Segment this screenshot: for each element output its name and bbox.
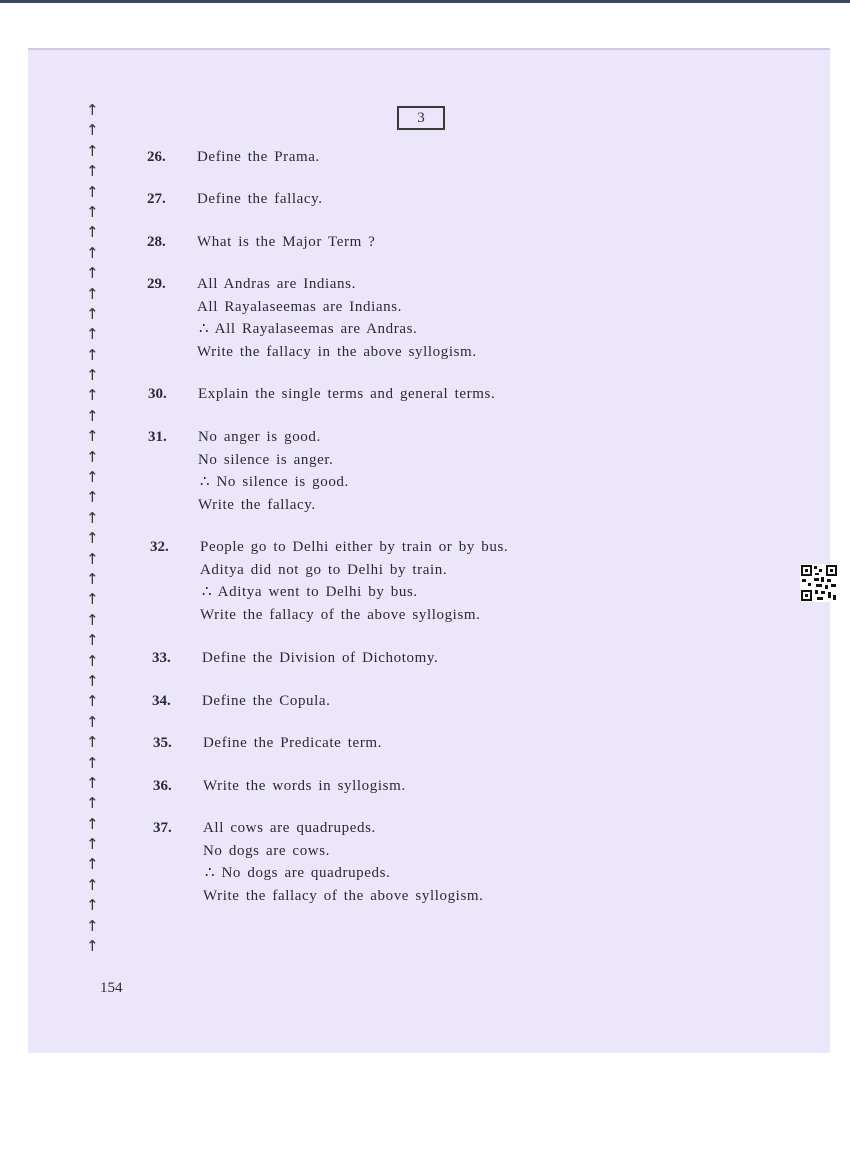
margin-arrow-column	[86, 100, 100, 956]
premise-line: No silence is anger.	[198, 451, 334, 468]
up-arrow-icon: ↑	[86, 753, 99, 772]
question-text: Write the words in syllogism.	[203, 778, 406, 794]
up-arrow-icon: ↑	[86, 406, 99, 425]
up-arrow-icon: ↑	[86, 773, 99, 792]
scan-top-edge	[0, 0, 850, 3]
up-arrow-icon: ↑	[86, 366, 99, 385]
question-number: 37.	[153, 820, 172, 836]
up-arrow-icon: ↑	[86, 508, 99, 527]
premise-line: Aditya did not go to Delhi by train.	[200, 561, 448, 578]
up-arrow-icon: ↑	[86, 549, 99, 568]
premise-line: No dogs are cows.	[203, 842, 331, 859]
question-text: Define the fallacy.	[197, 191, 323, 207]
premise-line: All Rayalaseemas are Indians.	[197, 298, 402, 315]
question-number: 26.	[147, 149, 166, 165]
question-text: Explain the single terms and general terms.	[198, 386, 496, 402]
question-number: 33.	[152, 650, 171, 666]
up-arrow-icon: ↑	[86, 610, 99, 629]
question-number: 30.	[148, 386, 167, 402]
up-arrow-icon: ↑	[86, 447, 99, 466]
up-arrow-icon: ↑	[86, 875, 99, 894]
question-number: 35.	[153, 735, 172, 751]
up-arrow-icon: ↑	[86, 692, 99, 711]
up-arrow-icon: ↑	[86, 202, 99, 221]
up-arrow-icon: ↑	[86, 794, 99, 813]
conclusion-line: ∴ Aditya went to Delhi by bus.	[202, 584, 418, 600]
up-arrow-icon: ↑	[86, 427, 99, 446]
footer-page-code: 154	[100, 980, 123, 996]
conclusion-line: ∴ All Rayalaseemas are Andras.	[199, 321, 418, 337]
up-arrow-icon: ↑	[86, 855, 99, 874]
up-arrow-icon: ↑	[86, 937, 99, 956]
instruction-line: Write the fallacy of the above syllogism.	[200, 606, 481, 623]
up-arrow-icon: ↑	[86, 162, 99, 181]
up-arrow-icon: ↑	[86, 284, 99, 303]
up-arrow-icon: ↑	[86, 671, 99, 690]
conclusion-line: ∴ No silence is good.	[200, 474, 349, 490]
up-arrow-icon: ↑	[86, 468, 99, 487]
question-text: Define the Division of Dichotomy.	[202, 650, 439, 666]
up-arrow-icon: ↑	[86, 529, 99, 548]
question-number: 36.	[153, 778, 172, 794]
premise-line: No anger is good.	[198, 429, 321, 445]
question-number: 29.	[147, 276, 166, 292]
up-arrow-icon: ↑	[86, 631, 99, 650]
up-arrow-icon: ↑	[86, 121, 99, 140]
up-arrow-icon: ↑	[86, 182, 99, 201]
up-arrow-icon: ↑	[86, 345, 99, 364]
up-arrow-icon: ↑	[86, 835, 99, 854]
conclusion-line: ∴ No dogs are quadrupeds.	[205, 865, 391, 881]
instruction-line: Write the fallacy of the above syllogism.	[203, 887, 484, 904]
premise-line: All cows are quadrupeds.	[203, 820, 376, 836]
up-arrow-icon: ↑	[86, 733, 99, 752]
instruction-line: Write the fallacy in the above syllogism.	[197, 343, 477, 360]
premise-line: People go to Delhi either by train or by bus.	[200, 539, 509, 555]
up-arrow-icon: ↑	[86, 386, 99, 405]
question-number: 27.	[147, 191, 166, 207]
up-arrow-icon: ↑	[86, 325, 99, 344]
up-arrow-icon: ↑	[86, 101, 99, 119]
up-arrow-icon: ↑	[86, 264, 99, 283]
qr-code-icon	[800, 564, 838, 602]
question-number: 28.	[147, 234, 166, 250]
up-arrow-icon: ↑	[86, 651, 99, 670]
up-arrow-icon: ↑	[86, 896, 99, 915]
up-arrow-icon: ↑	[86, 569, 99, 588]
up-arrow-icon: ↑	[86, 590, 99, 609]
question-text: What is the Major Term ?	[197, 234, 376, 250]
premise-line: All Andras are Indians.	[197, 276, 356, 292]
question-number: 34.	[152, 693, 171, 709]
up-arrow-icon: ↑	[86, 243, 99, 262]
question-text: Define the Copula.	[202, 693, 331, 709]
question-number: 32.	[150, 539, 169, 555]
up-arrow-icon: ↑	[86, 712, 99, 731]
instruction-line: Write the fallacy.	[198, 496, 316, 513]
up-arrow-icon: ↑	[86, 141, 99, 160]
up-arrow-icon: ↑	[86, 916, 99, 935]
up-arrow-icon: ↑	[86, 223, 99, 242]
question-text: Define the Prama.	[197, 149, 320, 165]
up-arrow-icon: ↑	[86, 304, 99, 323]
question-text: Define the Predicate term.	[203, 735, 383, 751]
page-number: 3	[417, 110, 425, 126]
question-number: 31.	[148, 429, 167, 445]
up-arrow-icon: ↑	[86, 814, 99, 833]
up-arrow-icon: ↑	[86, 488, 99, 507]
page-number-box	[397, 106, 445, 130]
